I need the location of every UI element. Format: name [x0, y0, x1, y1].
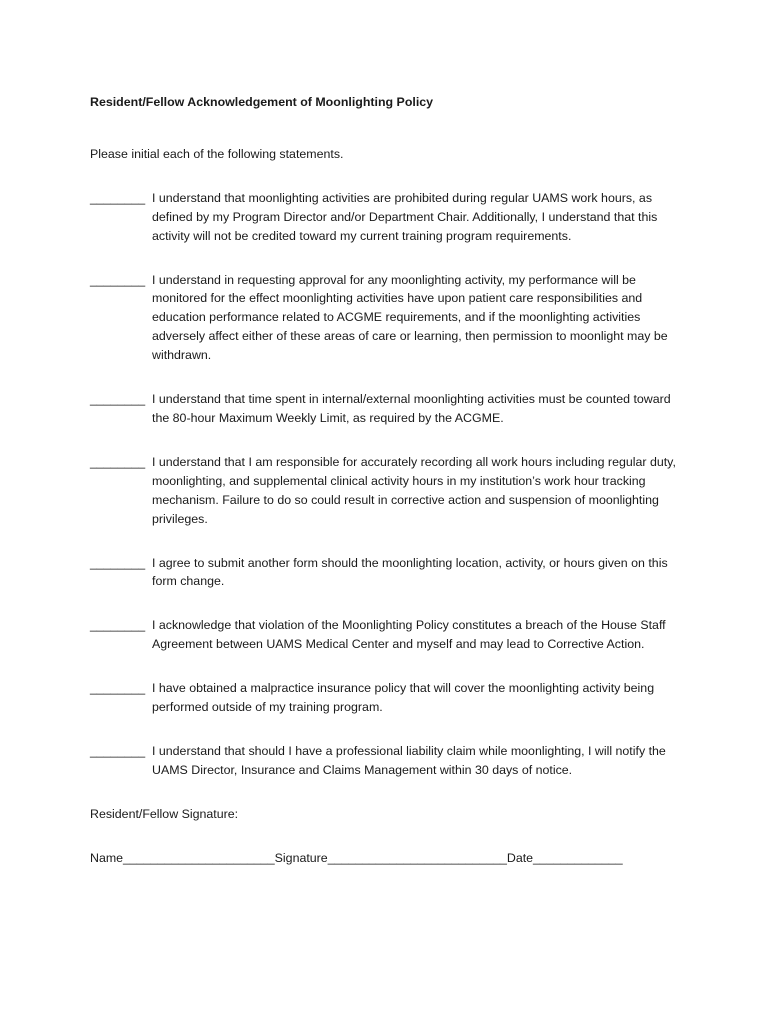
- statement-text: I have obtained a malpractice insurance policy that will cover the moonlighting activity being performed outside of my training program.: [152, 681, 655, 715]
- statement-text: I understand that time spent in internal/external moonlighting activities must be counted toward the 80-hour Maximum Weekly Limit, as required by the ACGME.: [152, 392, 671, 425]
- statement-item: [90, 679, 680, 717]
- initial-blank[interactable]: ________: [90, 555, 146, 570]
- initial-blank[interactable]: ________: [90, 272, 146, 287]
- initial-blank[interactable]: ________: [90, 681, 146, 696]
- statement-text: I agree to submit another form should the moonlighting location, activity, or hours given on this form change.: [152, 555, 668, 589]
- statement-item: [90, 742, 680, 780]
- statement-text: I acknowledge that violation of the Moonlighting Policy constitutes a breach of the House Staff Agreement between UAMS Medical Center and myself and may lead to Corrective Action.: [152, 618, 666, 652]
- initial-blank[interactable]: ________: [90, 618, 146, 633]
- initial-blank[interactable]: ________: [90, 454, 146, 469]
- statement-text: I understand that I am responsible for accurately recording all work hours including regular duty, moonlighting, and supplemental clinical activity hours in my institution’s work hour tracking mechanism. Failure to do so could result in corrective action and suspension of moonlighting privileges.: [152, 454, 676, 526]
- initial-blank[interactable]: ________: [90, 392, 146, 407]
- document-title: Resident/Fellow Acknowledgement of Moonlighting Policy: [90, 95, 434, 109]
- signature-label: Resident/Fellow Signature:: [90, 806, 239, 821]
- instructions-text: Please initial each of the following statements.: [90, 146, 344, 161]
- statement-text: I understand that moonlighting activities are prohibited during regular UAMS work hours, as defined by my Program Director and/or Department Chair. Additionally, I understand that this activity will not be credited toward my current training program requirements.: [152, 190, 658, 243]
- statement-item: [90, 271, 680, 366]
- statement-item: [90, 554, 680, 592]
- statement-item: [90, 616, 680, 654]
- signature-line[interactable]: Name______________________Signature__________________________Date_____________: [90, 850, 623, 865]
- initial-blank[interactable]: ________: [90, 190, 146, 205]
- statement-item: [90, 189, 680, 246]
- statement-text: I understand in requesting approval for any moonlighting activity, my performance will be monitored for the effect moonlighting activities have upon patient care responsibilities and education performance related to ACGME requirements, and if the moonlighting activities adversely affect either of these areas of care or learning, then permission to moonlight may be withdrawn.: [152, 272, 668, 363]
- statement-item: [90, 453, 680, 529]
- statement-item: [90, 390, 680, 428]
- statement-text: I understand that should I have a professional liability claim while moonlighting, I will notify the UAMS Director, Insurance and Claims Management within 30 days of notice.: [152, 743, 666, 777]
- initial-blank[interactable]: ________: [90, 743, 146, 758]
